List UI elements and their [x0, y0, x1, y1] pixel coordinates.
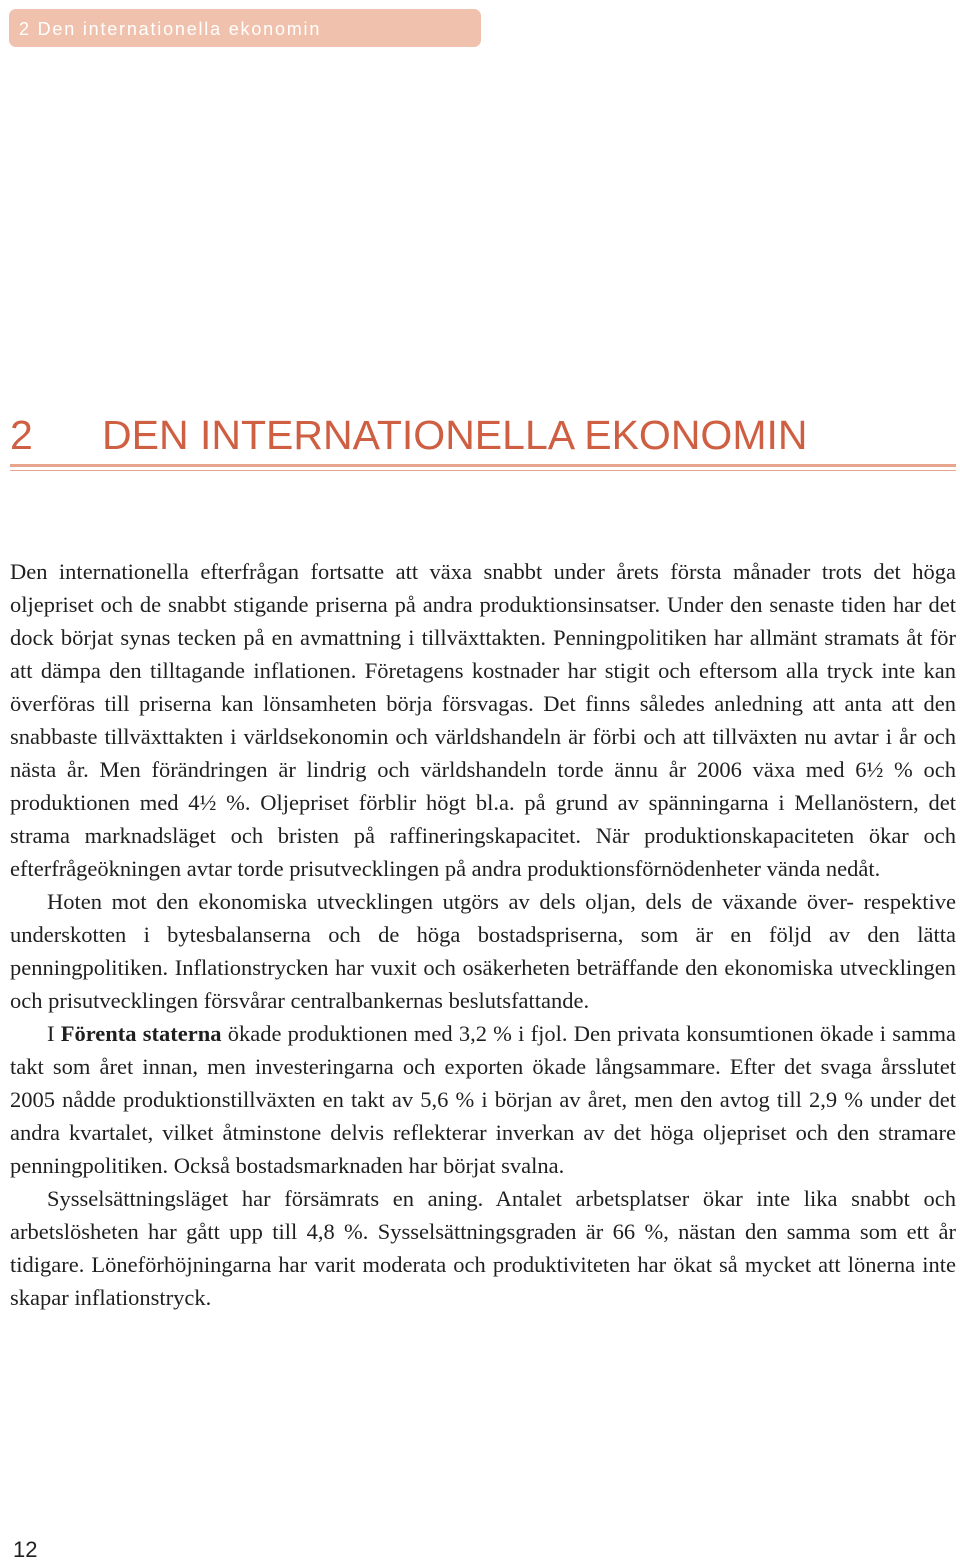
running-header-tab	[9, 9, 481, 47]
body-text	[10, 555, 956, 1314]
page-number: 12	[13, 1537, 38, 1562]
heading-rule-thin	[10, 470, 956, 471]
chapter-heading	[10, 412, 807, 459]
chapter-title: DEN INTERNATIONELLA EKONOMIN	[102, 412, 808, 458]
paragraph-2: Hoten mot den ekonomiska utvecklingen utgörs av dels oljan, dels de växande över- respektive underskotten i bytesbalanserna och de höga bostadspriserna, som är en följd av den lätta penningpolitiken. Inflationstrycken har vuxit och osäkerheten beträffande den ekonomiska utvecklingen och prisutvecklingen försvårar centralbankernas beslutsfattande.	[10, 889, 956, 1013]
paragraph-3-country: Förenta staterna	[60, 1021, 222, 1046]
running-header-title: 2 Den internationella ekonomin	[19, 19, 322, 39]
paragraph-1: Den internationella efterfrågan fortsatte att växa snabbt under årets första månader trots det höga oljepriset och de snabbt stigande priserna på andra produktionsinsatser. Under den senaste tiden har det dock börjat synas tecken på en avmattning i tillväxttakten. Penningpolitiken har allmänt stramats åt för att dämpa den tilltagande inflationen. Företagens kostnader har stigit och eftersom alla tryck inte kan överföras till priserna kan lönsamheten börja försvagas. Det finns således anledning att anta att den snabbaste tillväxttakten i världsekonomin och världshandeln är förbi och att tillväxten nu avtar i år och nästa år. Men förändringen är lindrig och världshandeln torde ännu år 2006 växa med 6½ % och produktionen med 4½ %. Oljepriset förblir högt bl.a. på grund av spänningarna i Mellanöstern, det strama marknadsläget och bristen på raffineringskapacitet. När produktionskapaciteten ökar och efterfrågeökningen avtar torde prisutvecklingen på andra produktionsförnödenheter vända nedåt.	[10, 559, 956, 881]
paragraph-3-text: ökade produktionen med 3,2 % i fjol. Den privata konsumtionen ökade i samma takt som året innan, men investeringarna och exporten ökade långsammare. Efter det svaga årsslutet 2005 nådde produktionstillväxten en takt av 5,6 % i början av året, men den avtog till 2,9 % under det andra kvartalet, vilket åtminstone delvis reflekterar inverkan av det höga oljepriset och den stramare penningpolitiken. Också bostadsmarknaden har börjat svalna.	[10, 1021, 956, 1178]
paragraph-3-lead: I	[47, 1021, 61, 1046]
paragraph-3	[10, 1017, 956, 1182]
chapter-number: 2	[10, 412, 33, 458]
heading-rule-thick	[10, 464, 956, 467]
paragraph-4: Sysselsättningsläget har försämrats en aning. Antalet arbetsplatser ökar inte lika snabbt och arbetslösheten har gått upp till 4,8 %. Sysselsättningsgraden är 66 %, nästan den samma som ett år tidigare. Löneförhöjningarna har varit moderata och produktiviteten har ökat så mycket att lönerna inte skapar inflationstryck.	[10, 1186, 956, 1310]
